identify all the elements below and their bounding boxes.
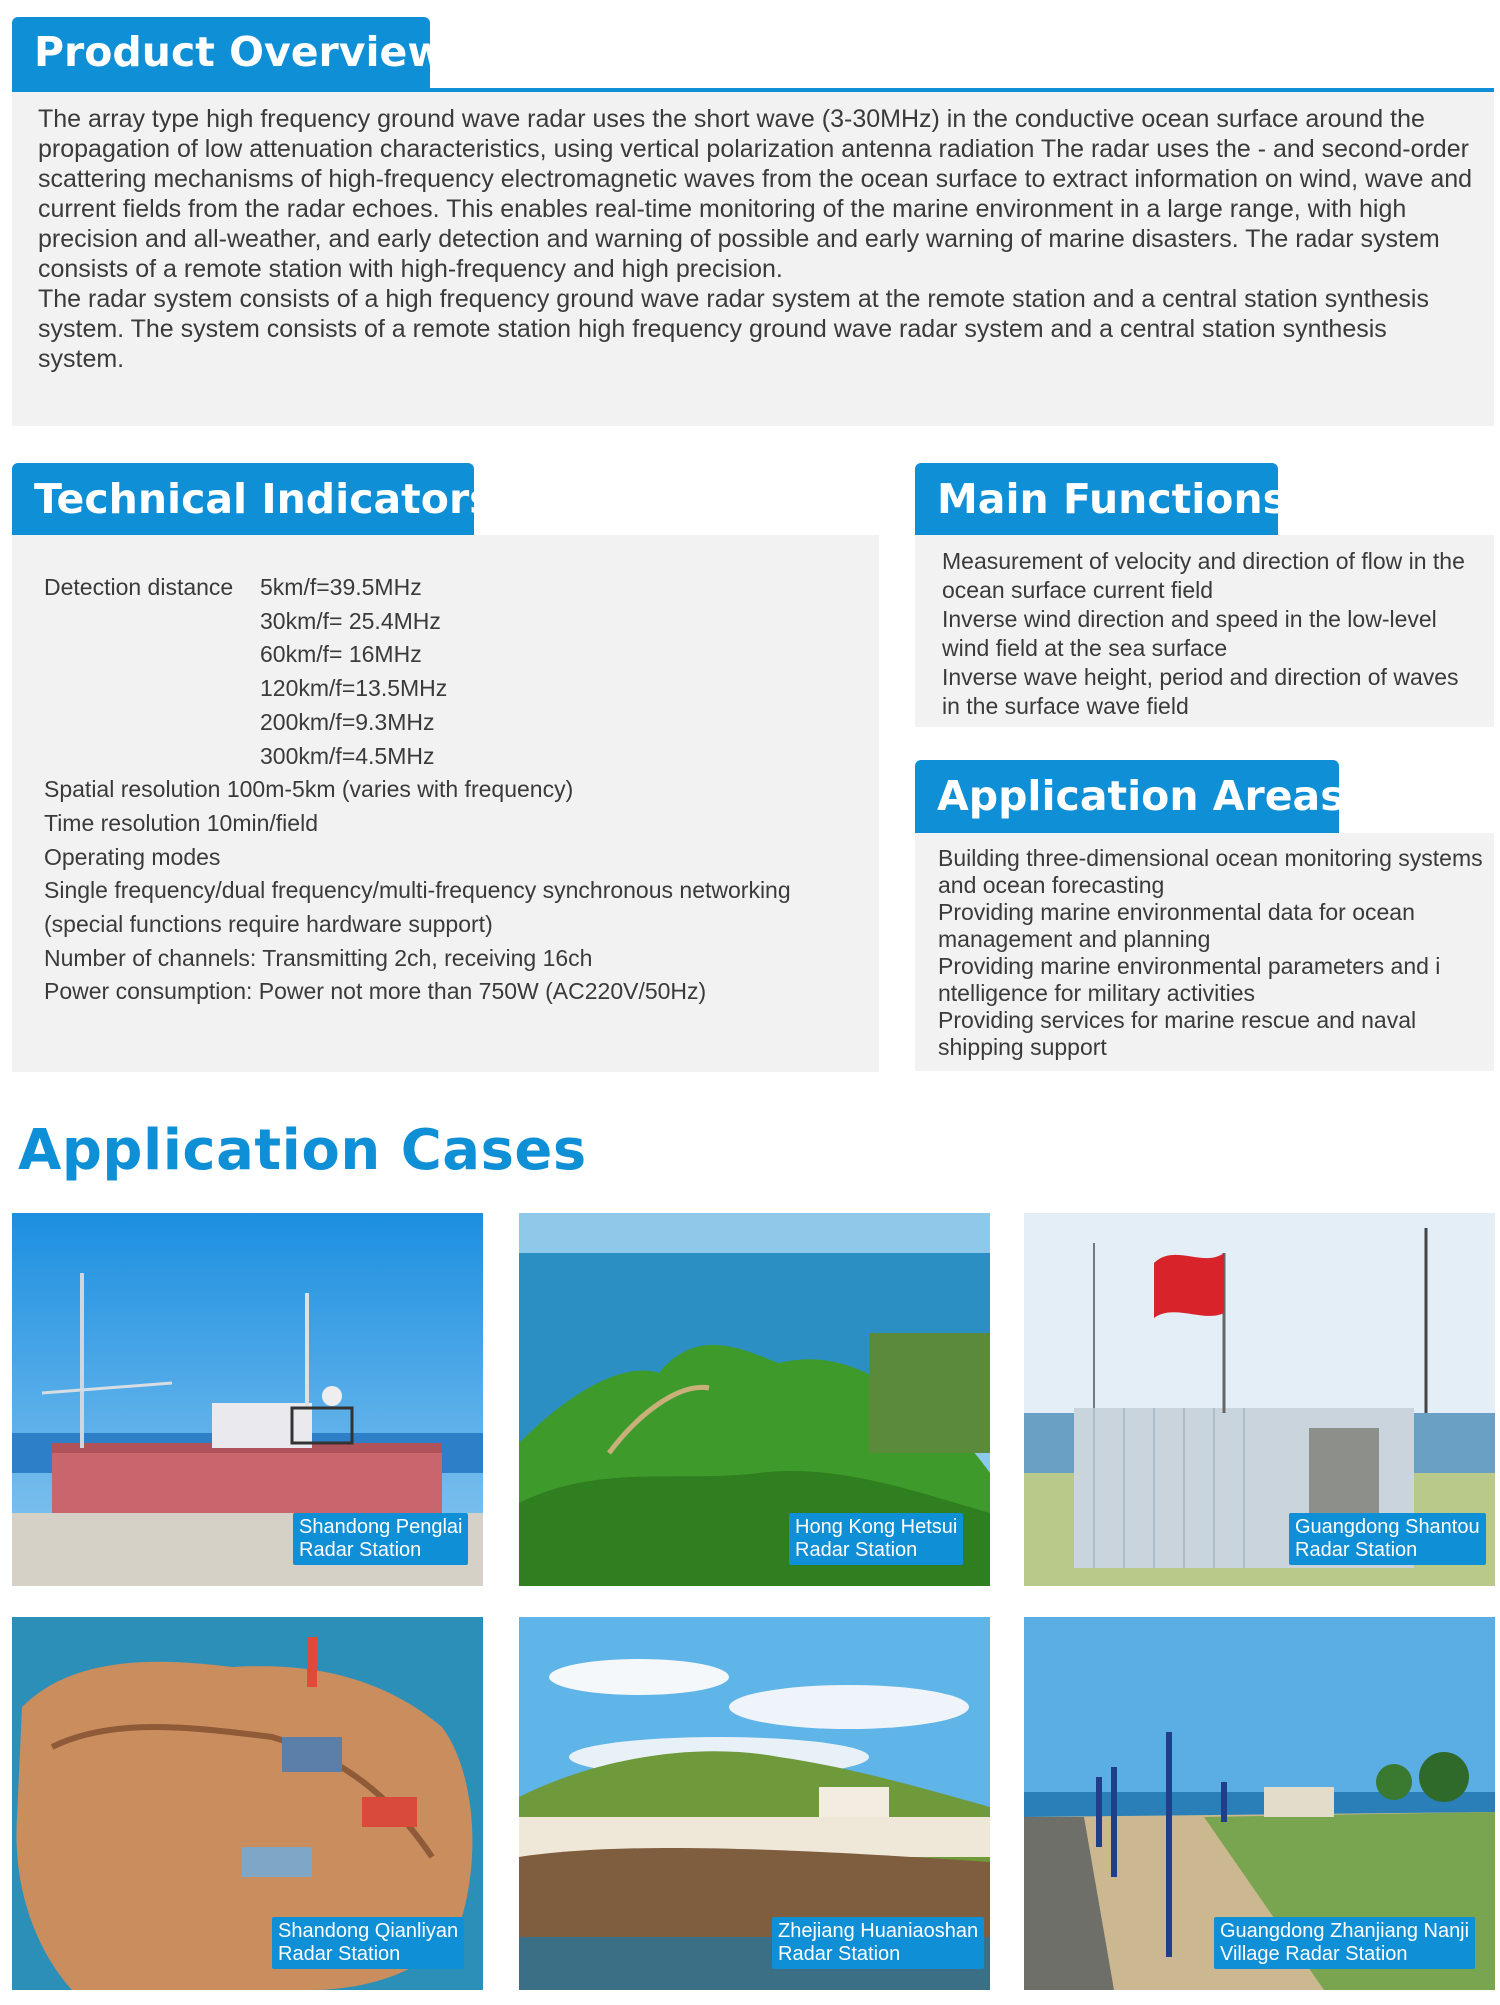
detection-value-1: 5km/f=39.5MHz (260, 574, 422, 600)
case-label-line1: Shandong Qianliyan (278, 1920, 459, 1942)
applications-panel (915, 833, 1494, 1071)
case-photo-guangdong-zhanjiang-nanji (1024, 1617, 1495, 1990)
detection-value-5: 200km/f=9.3MHz (260, 708, 435, 735)
overview-heading (12, 17, 446, 88)
function-line: Measurement of velocity and direction of flow in the (942, 548, 1465, 574)
application-line: management and planning (938, 926, 1211, 952)
applications-title: Application Areas (937, 772, 1345, 820)
detection-value-4: 120km/f=13.5MHz (260, 675, 448, 702)
case-photo-guangdong-shantou (1024, 1213, 1495, 1586)
case-label-line2: Village Radar Station (1220, 1943, 1408, 1965)
case-label-line2: Radar Station (299, 1539, 422, 1561)
case-label-line1: Guangdong Shantou (1295, 1516, 1480, 1538)
overview-panel (12, 92, 1494, 426)
case-label-line2: Radar Station (1295, 1539, 1418, 1561)
functions-heading (915, 463, 1288, 535)
case-label (272, 1917, 464, 1969)
detection-row (44, 638, 879, 672)
case-photo-zhejiang-huaniaoshan (519, 1617, 990, 1990)
application-line: Providing marine environmental data for ocean (938, 899, 1415, 925)
detection-row (44, 605, 879, 639)
detection-label: Detection distance (44, 574, 234, 600)
power-consumption: Power consumption: Power not more than 750W (AC220V/50Hz) (44, 978, 707, 1005)
operating-modes: Operating modes (44, 843, 221, 870)
case-photo-shandong-penglai (12, 1213, 483, 1586)
detection-row (44, 571, 879, 605)
function-line: in the surface wave field (942, 693, 1189, 719)
function-line: Inverse wind direction and speed in the low-level (942, 606, 1437, 632)
case-photo-hong-kong-hetsui (519, 1213, 990, 1586)
case-photo-shandong-qianliyan (12, 1617, 483, 1990)
application-line: Providing services for marine rescue and naval (938, 1007, 1417, 1033)
application-line: shipping support (938, 1034, 1107, 1060)
applications-heading (915, 760, 1345, 833)
overview-text (38, 104, 1474, 374)
technical-list (44, 571, 879, 1009)
case-label (1214, 1917, 1475, 1969)
technical-title: Technical Indicators (34, 474, 494, 523)
case-label-line2: Radar Station (795, 1539, 918, 1561)
overview-paragraph-2: The radar system consists of a high frequency ground wave radar system at the remote station and a central station synthesis system. The system consists of a remote station high frequency ground wave radar system and a central station synthesis system. (38, 285, 1429, 373)
detection-row (44, 672, 879, 706)
case-label (789, 1513, 963, 1565)
channel-count: Number of channels: Transmitting 2ch, receiving 16ch (44, 944, 593, 971)
application-line: Building three-dimensional ocean monitoring systems (938, 845, 1483, 871)
application-line: Providing marine environmental parameters and i (938, 953, 1441, 979)
case-label (772, 1917, 984, 1969)
case-label-line2: Radar Station (778, 1943, 901, 1965)
applications-list (938, 845, 1494, 1061)
cases-title: Application Cases (18, 1118, 587, 1183)
detection-row (44, 706, 879, 740)
overview-title: Product Overview (34, 28, 446, 76)
time-resolution: Time resolution 10min/field (44, 809, 318, 836)
detection-value-3: 60km/f= 16MHz (260, 641, 422, 668)
application-line: and ocean forecasting (938, 872, 1165, 898)
case-label-line2: Radar Station (278, 1943, 401, 1965)
technical-panel (12, 535, 879, 1072)
case-label-line1: Guangdong Zhanjiang Nanji (1220, 1920, 1470, 1942)
technical-heading (12, 463, 494, 535)
case-label-line1: Hong Kong Hetsui (795, 1516, 958, 1538)
functions-panel (915, 535, 1494, 727)
hardware-note: (special functions require hardware support) (44, 911, 493, 938)
functions-list (942, 547, 1494, 721)
case-label (1289, 1513, 1486, 1565)
case-label-line1: Shandong Penglai (299, 1516, 463, 1538)
detection-value-6: 300km/f=4.5MHz (260, 742, 435, 769)
spatial-resolution: Spatial resolution 100m-5km (varies with frequency) (44, 776, 574, 803)
application-line: ntelligence for military activities (938, 980, 1256, 1006)
overview-paragraph-1: The array type high frequency ground wave radar uses the short wave (3-30MHz) in the conductive ocean surface around the propagation of low attenuation characteristics, using vertical polarization antenna radiation The radar uses the - and second-order scattering mechanisms of high-frequency electromagnetic waves from the ocean surface to extract information on wind, wave and current fields from the radar echoes. This enables real-time monitoring of the marine environment in a large range, with high precision and all-weather, and early detection and warning of possible and early warning of marine disasters. The radar system consists of a remote station with high-frequency and high precision. (38, 105, 1473, 283)
networking-modes: Single frequency/dual frequency/multi-frequency synchronous networking (44, 877, 791, 904)
function-line: wind field at the sea surface (942, 635, 1228, 661)
functions-title: Main Functions (937, 474, 1288, 523)
case-label-line1: Zhejiang Huaniaoshan (778, 1920, 979, 1942)
detection-row (44, 740, 879, 774)
function-line: ocean surface current field (942, 577, 1214, 603)
detection-value-2: 30km/f= 25.4MHz (260, 607, 441, 634)
function-line: Inverse wave height, period and direction of waves (942, 664, 1459, 690)
case-label (293, 1513, 468, 1565)
